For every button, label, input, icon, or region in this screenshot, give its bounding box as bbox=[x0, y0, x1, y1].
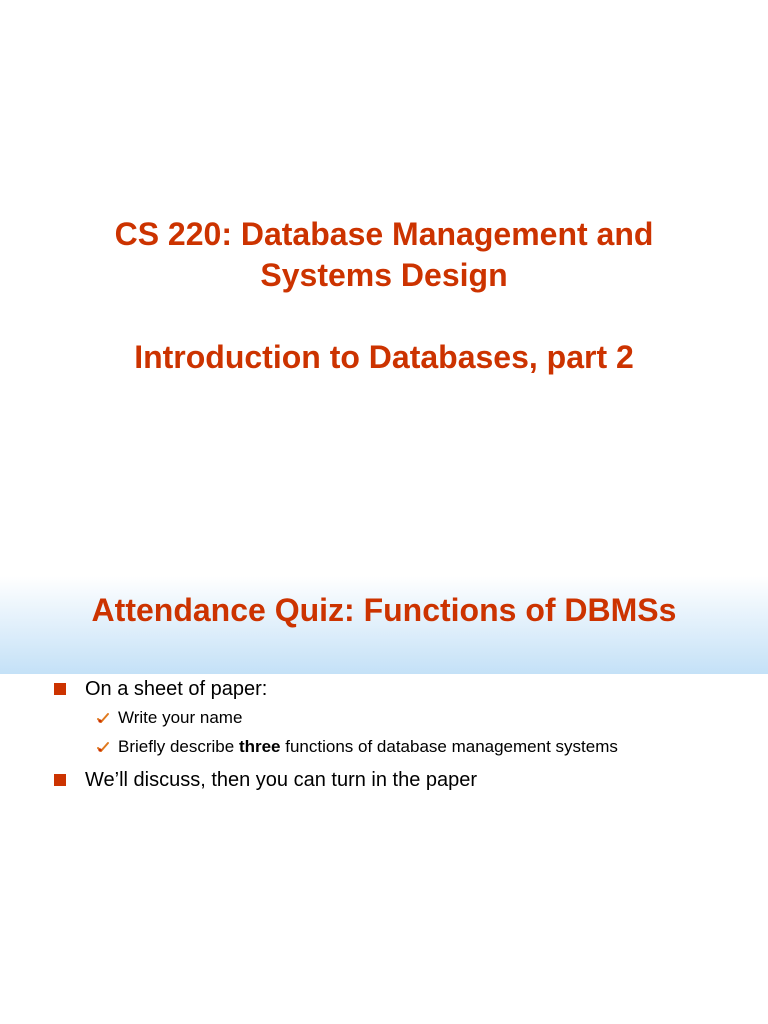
bullet-text: We’ll discuss, then you can turn in the paper bbox=[85, 769, 478, 791]
sub-bullet-text-before: Briefly describe bbox=[118, 737, 239, 756]
course-title-line1: CS 220: Database Management and bbox=[114, 216, 654, 252]
course-title-line2: Systems Design bbox=[260, 257, 508, 293]
bullet-item bbox=[54, 676, 267, 702]
sub-bullet-text bbox=[118, 736, 618, 758]
sub-bullet-text: Write your name bbox=[118, 708, 243, 727]
sub-bullet-item bbox=[96, 736, 618, 758]
square-bullet-icon bbox=[54, 683, 66, 695]
checkmark-bullet-icon bbox=[96, 740, 110, 754]
bullet-text: On a sheet of paper: bbox=[85, 678, 268, 700]
lecture-title: Introduction to Databases, part 2 bbox=[134, 339, 634, 375]
sub-bullet-item bbox=[96, 707, 242, 729]
bullet-item bbox=[54, 767, 477, 793]
course-title bbox=[0, 214, 768, 296]
sub-bullet-text-bold: three bbox=[238, 737, 281, 756]
sub-bullet-text-after: functions of database management systems bbox=[280, 737, 618, 756]
square-bullet-icon bbox=[54, 774, 66, 786]
quiz-title: Attendance Quiz: Functions of DBMSs bbox=[91, 592, 677, 628]
checkmark-bullet-icon bbox=[96, 711, 110, 725]
